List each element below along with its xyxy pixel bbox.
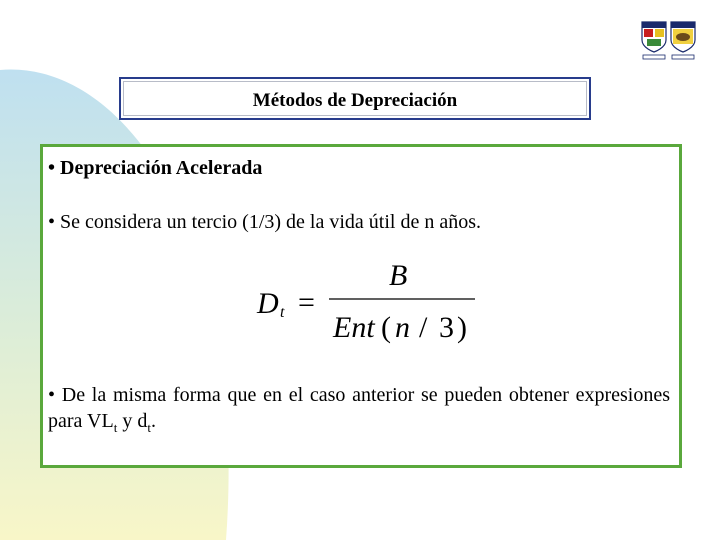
formula-den-paren-open: (: [381, 311, 391, 344]
formula-lhs: D: [257, 287, 279, 320]
formula-equals: =: [298, 286, 315, 319]
formula-numerator: B: [389, 259, 408, 292]
bullet-text-end: .: [150, 410, 156, 432]
formula-den-slash: /: [419, 311, 428, 344]
bullet-tercio: [48, 209, 481, 235]
formula-den-n: n: [395, 311, 410, 344]
content-box: [40, 144, 682, 468]
bullet-text: De la misma forma que en el caso anterior se pueden obtener expresiones para VL: [48, 384, 670, 432]
bullet-subscript: t: [147, 420, 151, 435]
bullet-text: Se considera un tercio (1/3) de la vida útil de n años.: [60, 211, 482, 233]
formula-den-paren-close: ): [457, 311, 467, 344]
bullet-marker: •: [48, 384, 56, 406]
bullet-marker: •: [48, 157, 56, 179]
bullet-depreciacion-acelerada: [48, 155, 262, 181]
slide-title-box: [119, 77, 591, 120]
slide-title: Métodos de Depreciación: [252, 89, 458, 111]
depreciation-formula: [253, 255, 483, 345]
bullet-expresiones: [48, 382, 670, 441]
bullet-subscript: t: [113, 420, 118, 435]
formula-den-ent: Ent: [333, 311, 375, 344]
university-crest-icon: [640, 20, 698, 62]
bullet-text-mid: y d: [117, 410, 148, 432]
university-logos: [640, 20, 698, 62]
formula-den-3: 3: [439, 311, 454, 344]
bullet-text: Depreciación Acelerada: [60, 157, 263, 179]
formula-lhs-subscript: t: [280, 304, 285, 321]
bullet-marker: •: [48, 211, 56, 233]
